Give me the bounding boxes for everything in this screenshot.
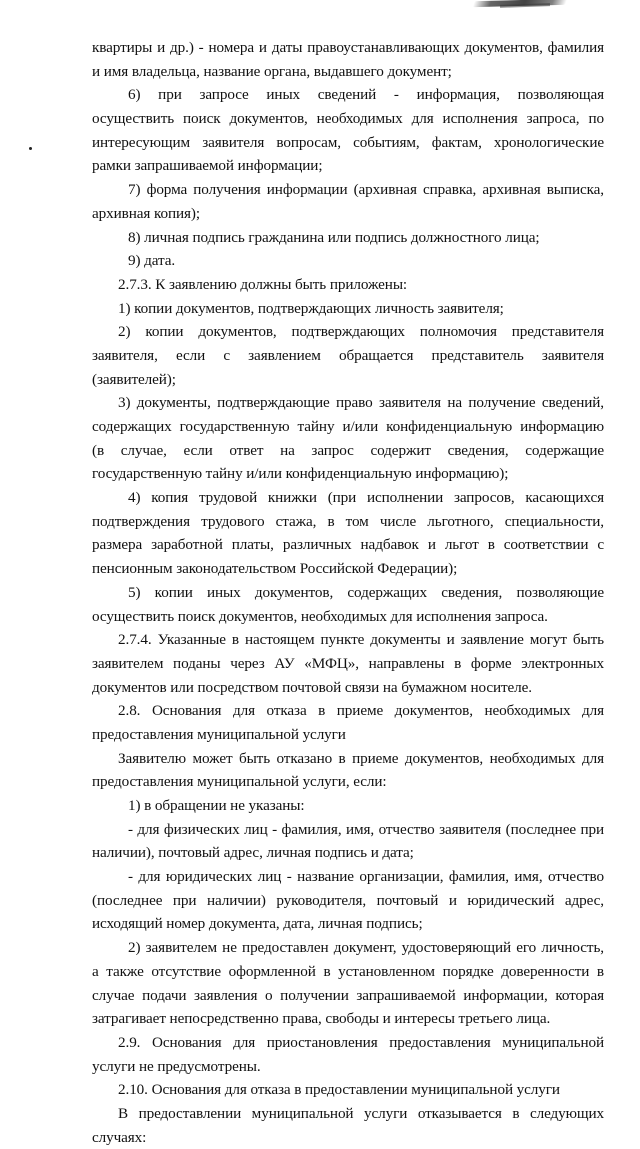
- scan-dot: [29, 147, 32, 150]
- text-line: государственную тайну и/или конфиденциальную информацию);: [92, 465, 509, 483]
- text-line: 2) копии документов, подтверждающих полномочия представителя: [118, 323, 604, 341]
- scan-artifact-secondary: [500, 3, 550, 8]
- text-line: предоставления муниципальной услуги: [92, 725, 346, 743]
- text-line: пенсионным законодательством Российской Федерации);: [92, 560, 458, 578]
- document-page: [92, 36, 604, 1149]
- text-line: (последнее при наличии) руководителя, почтовый и юридический адрес,: [92, 891, 604, 909]
- text-line: случаях:: [92, 1128, 147, 1146]
- text-line: 4) копия трудовой книжки (при исполнении запросов, касающихся: [128, 489, 604, 507]
- text-line: рамки запрашиваемой информации;: [92, 157, 323, 175]
- text-line: а также отсутствие оформленной в установленном порядке доверенности в: [92, 962, 604, 980]
- text-line: 3) документы, подтверждающие право заявителя на получение сведений,: [118, 394, 604, 412]
- text-line: 8) личная подпись гражданина или подпись должностного лица;: [128, 228, 540, 246]
- text-line: и имя владельца, название органа, выдавшего документ;: [92, 62, 452, 80]
- text-line: 2.7.3. К заявлению должны быть приложены:: [118, 275, 408, 293]
- text-line: - для физических лиц - фамилия, имя, отчество заявителя (последнее при: [128, 820, 604, 838]
- text-line: 2.8. Основания для отказа в приеме документов, необходимых для: [118, 702, 604, 720]
- text-line: Заявителю может быть отказано в приеме документов, необходимых для: [118, 749, 604, 767]
- text-line: 1) в обращении не указаны:: [128, 797, 305, 814]
- text-line: случае подачи заявления о получении запрашиваемой информации, которая: [92, 986, 604, 1004]
- text-line: осуществить поиск документов, необходимых для исполнения запроса, по: [92, 110, 604, 128]
- text-line: наличии), почтовый адрес, личная подпись и дата;: [92, 844, 414, 862]
- text-line: 2) заявителем не предоставлен документ, удостоверяющий его личность,: [128, 939, 604, 957]
- text-line: (в случае, если ответ на запрос содержит сведения, содержащие: [92, 441, 604, 459]
- text-line: услуги не предусмотрены.: [92, 1057, 261, 1075]
- text-line: размера заработной платы, различных надбавок и льгот в соответствии с: [92, 536, 604, 554]
- text-line: 2.7.4. Указанные в настоящем пункте документы и заявление могут быть: [118, 631, 604, 649]
- text-line: интересующим заявителя вопросам, событиям, фактам, хронологические: [92, 133, 604, 151]
- text-line: затрагивает непосредственно права, свободы и интересы третьего лица.: [92, 1010, 551, 1028]
- text-line: 5) копии иных документов, содержащих сведения, позволяющие: [128, 583, 604, 601]
- text-line: архивная копия);: [92, 204, 200, 222]
- text-line: 6) при запросе иных сведений - информация, позволяющая: [128, 86, 604, 104]
- text-line: 2.9. Основания для приостановления предоставления муниципальной: [118, 1033, 604, 1051]
- text-line: подтверждения трудового стажа, в том числе льготного, специальности,: [92, 512, 604, 530]
- text-line: В предоставлении муниципальной услуги отказывается в следующих: [118, 1104, 604, 1122]
- text-line: (заявителей);: [92, 370, 176, 388]
- text-line: 1) копии документов, подтверждающих личность заявителя;: [118, 299, 504, 317]
- text-line: заявителем поданы через АУ «МФЦ», направлены в форме электронных: [92, 654, 604, 672]
- text-line: квартиры и др.) - номера и даты правоустанавливающих документов, фамилия: [92, 39, 604, 56]
- text-line: содержащих государственную тайну и/или конфиденциальную информацию: [92, 418, 604, 435]
- text-line: - для юридических лиц - название организации, фамилия, имя, отчество: [128, 868, 604, 886]
- text-line: предоставления муниципальной услуги, если:: [92, 773, 387, 791]
- text-line: 9) дата.: [128, 252, 176, 270]
- text-line: заявителя, если с заявлением обращается представитель заявителя: [92, 346, 604, 364]
- text-line: исходящий номер документа, дата, личная подпись;: [92, 915, 423, 933]
- text-line: 2.10. Основания для отказа в предоставлении муниципальной услуги: [118, 1081, 560, 1099]
- text-line: документов или посредством почтовой связи на бумажном носителе.: [92, 678, 533, 696]
- text-line: 7) форма получения информации (архивная справка, архивная выписка,: [128, 181, 604, 199]
- text-line: осуществить поиск документов, необходимых для исполнения запроса.: [92, 607, 548, 625]
